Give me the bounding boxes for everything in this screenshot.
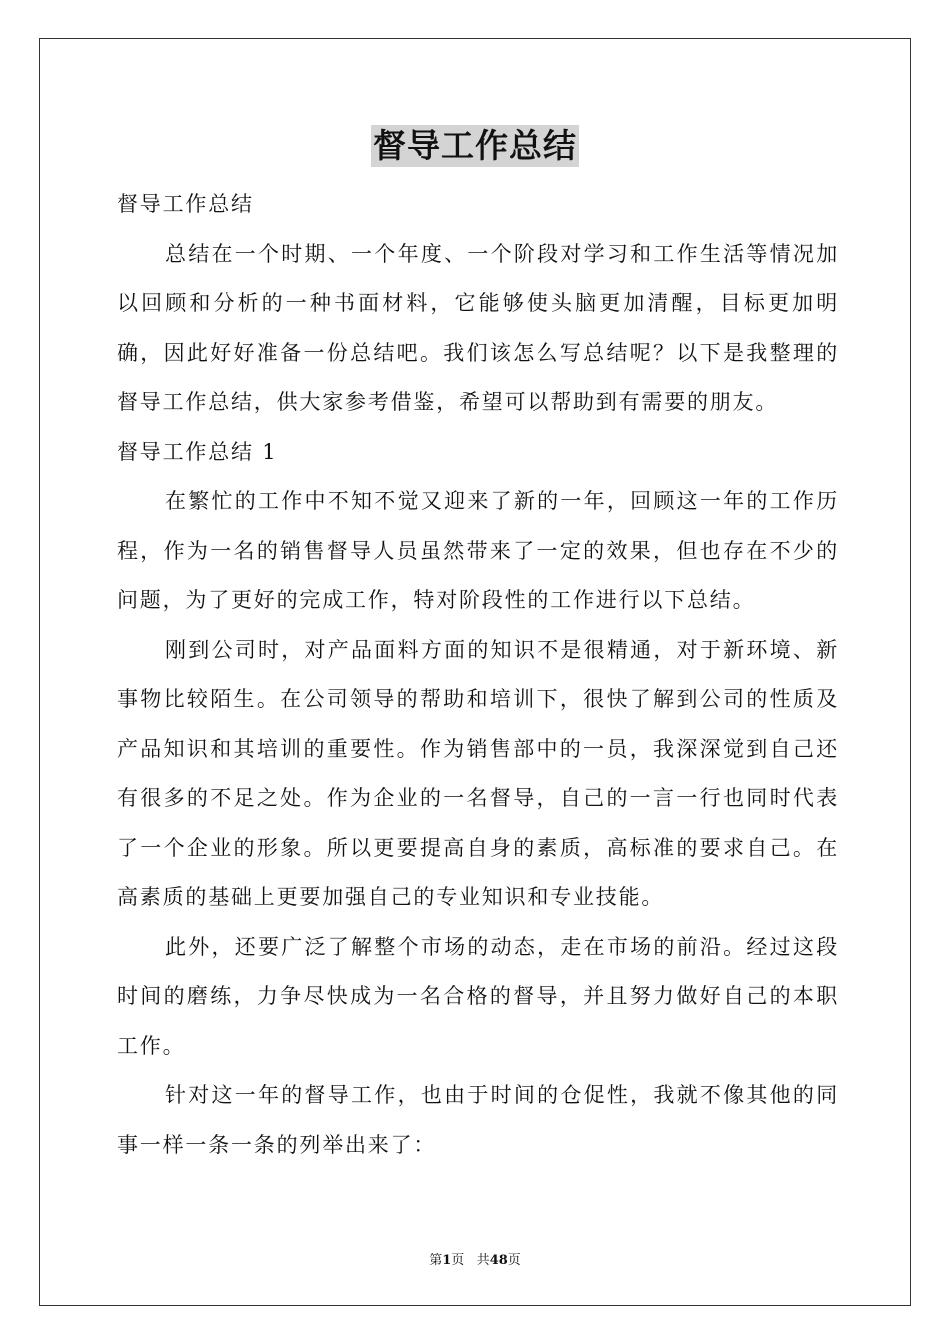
paragraph: 督导工作总结 <box>117 192 254 216</box>
paragraph: 针对这一年的督导工作，也由于时间的仓促性，我就不像其他的同事一样一条一条的列举出来了： <box>117 1083 839 1157</box>
paragraph: 在繁忙的工作中不知不觉又迎来了新的一年，回顾这一年的工作历程，作为一名的销售督导人员虽然带来了一定的效果，但也存在不少的问题，为了更好的完成工作，特对阶段性的工作进行以下总结。 <box>117 489 839 612</box>
paragraph: 总结在一个时期、一个年度、一个阶段对学习和工作生活等情况加以回顾和分析的一种书面材料，它能够使头脑更加清醒，目标更加明确，因此好好准备一份总结吧。我们该怎么写总结呢？以下是我整理的督导工作总结，供大家参考借鉴，希望可以帮助到有需要的朋友。 <box>117 241 839 414</box>
paragraph: 此外，还要广泛了解整个市场的动态，走在市场的前沿。经过这段时间的磨练，力争尽快成为一名合格的督导，并且努力做好自己的本职工作。 <box>117 934 839 1058</box>
footer-page-prefix: 第 <box>429 1253 443 1268</box>
page-footer <box>0 1249 950 1268</box>
footer-total-prefix: 共 <box>476 1253 490 1268</box>
document-title: 督导工作总结 <box>373 126 577 165</box>
footer-page-total: 48 <box>489 1253 508 1268</box>
footer-page-current: 1 <box>442 1253 452 1268</box>
title-container <box>0 125 950 167</box>
footer-total-suffix: 页 <box>507 1253 521 1268</box>
document-body <box>117 180 839 1170</box>
footer-page-suffix: 页 <box>451 1253 465 1268</box>
paragraph: 刚到公司时，对产品面料方面的知识不是很精通，对于新环境、新事物比较陌生。在公司领导的帮助和培训下，很快了解到公司的性质及产品知识和其培训的重要性。作为销售部中的一员，我深深觉到自己还有很多的不足之处。作为企业的一名督导，自己的一言一行也同时代表了一个企业的形象。所以更要提高自身的素质，高标准的要求自己。在高素质的基础上更要加强自己的专业知识和专业技能。 <box>117 637 839 909</box>
paragraph: 督导工作总结 1 <box>117 439 278 464</box>
